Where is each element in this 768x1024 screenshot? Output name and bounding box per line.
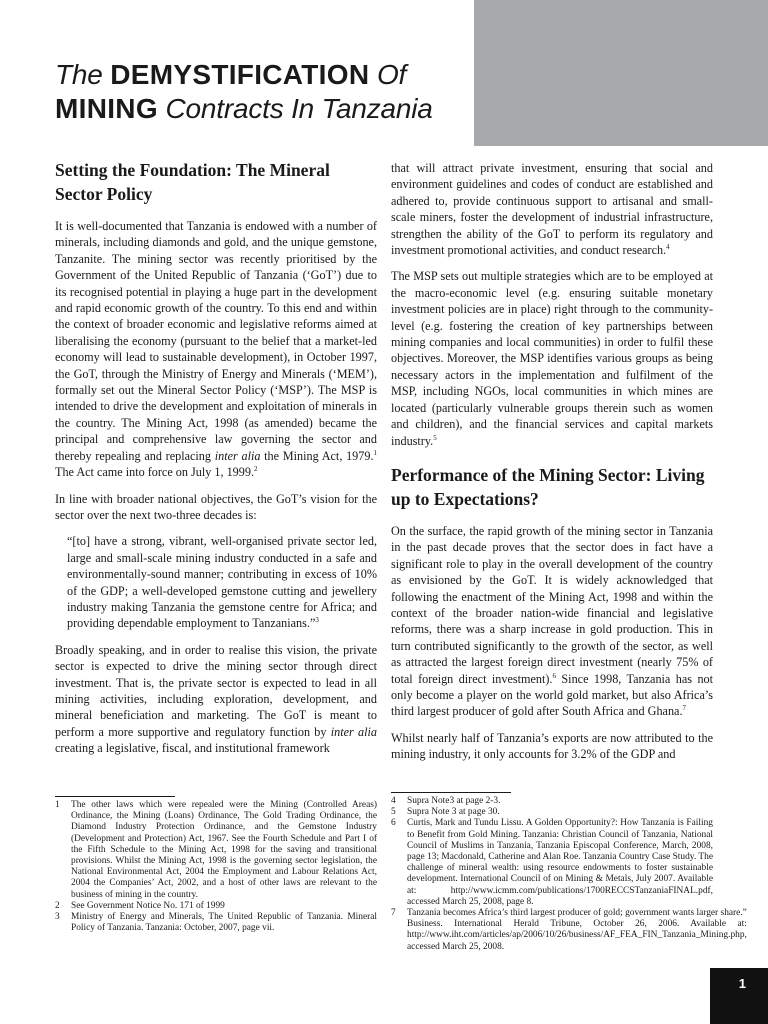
footnote-divider — [391, 792, 511, 793]
footnote-2 — [55, 901, 377, 912]
quote-text: “[to] have a strong, vibrant, well-organised private sector led, large and small-scale mining industry conducted in a safe and environmentally-sound manner; contributing in excess of 10% of the GDP; a well-developed gemstone cutting and jewellery industry making Tanzania the gemstone centre for Africa; and providing dependable employment to Tanzanians.” — [67, 534, 377, 631]
text-run: The MSP sets out multiple strategies which are to be employed at the macro-economic level (e.g. ensuring suitable monetary investment policies are in place) right through to the community-level (e.g. fostering the creation of key partnerships between mining companies and local communities) in order to fulfil these objectives. Moreover, the MSP identifies various groups as being necessary actors in the implementation and fulfilment of the MSP, including NGOs, local communities in which mines are located (particularly vulnerable groups therein such as women and children), and the financial services and capital markets industry. — [391, 269, 713, 448]
title-rest: Contracts In Tanzania — [165, 93, 433, 124]
text-run: On the surface, the rapid growth of the mining sector in Tanzania in the past decade proves that the sector does in fact have a significant role to play in the overall development of the country as envisioned by the GoT. It is widely acknowledged that following the enactment of the Mining Act, 1998 and within the context of the broader nation-wide financial and legislative reforms, there was a sharp increase in gold production. This in turn contributed significantly to the growth of the sector, as well as attracted the largest foreign direct investment (nearly 75% of total foreign direct investment). — [391, 523, 713, 686]
footnote-number: 4 — [391, 796, 396, 806]
italic-text: inter alia — [214, 448, 261, 463]
section-heading-foundation: Setting the Foundation: The Mineral Sector Policy — [55, 160, 330, 204]
paragraph — [391, 268, 713, 448]
footnote-ref[interactable]: 6 — [552, 671, 556, 680]
footnote-text: Curtis, Mark and Tundu Lissu. A Golden Opportunity?: How Tanzania is Failing to Benefit from Gold Mining. Tanzania: Christian Council of Tanzania, National Council of Muslims in Tanzania, Tanzania Episcopal Conference, March, 2008, page 13; Macdonald, Catherine and Alan Roe. Tanzania Country Case Study. The challenge of mineral wealth: using resource endowments to foster sustainable development. International Council of on Mining & Metals, July 2007. Available at: http://www.icmm.com/publications/1700RECCSTanzaniaFINAL.pdf, accessed March 25, 2008, page 8. — [407, 818, 713, 907]
text-run: that will attract private investment, ensuring that social and environment guidelines and codes of conduct are established and adhered to, provide continuous support to artisanal and small-scale miners, foster the development of industrial infrastructure, strengthen the ability of the GoT to perform its regulatory and investment promotional activities, and conduct research. — [391, 161, 713, 258]
text-run: creating a legislative, fiscal, and institutional framework — [55, 741, 330, 756]
footnote-7 — [391, 908, 747, 953]
paragraph — [55, 218, 377, 481]
text-run: The Act came into force on July 1, 1999. — [55, 465, 255, 480]
section-heading-performance: Performance of the Mining Sector: Living up to Expectations? — [391, 464, 705, 509]
text-run: the Mining Act, 1979. — [264, 448, 374, 463]
footnote-divider — [55, 796, 175, 797]
footnote-4 — [391, 796, 713, 807]
footnote-1 — [55, 800, 377, 901]
title-the: The — [55, 59, 103, 90]
footnote-number: 3 — [55, 912, 60, 923]
footnotes-right — [391, 796, 747, 953]
text-run: Broadly speaking, and in order to realise this vision, the private sector is expected to drive the mining sector through direct investment. That is, the private sector is expected to lead in all mining activities, including exploration, development, and mineral beneficiation and marketing. The GoT is meant to perform a more supportive and regulatory function by — [55, 642, 377, 739]
footnote-5 — [391, 807, 713, 818]
text-run: Since 1998, Tanzania has not only become a player on the world gold market, but also Africa’s third largest producer of gold after South Africa and Ghana. — [391, 671, 714, 719]
footnote-6 — [391, 818, 713, 908]
footnote-number: 6 — [391, 818, 396, 829]
footnote-text: The other laws which were repealed were the Mining (Controlled Areas) Ordinance, the Mining (Loans) Ordinance, The Gold Trading Ordinance, the Diamond Industry Protection Ordinance, and the Gemstone Industry (Development and Protection) Act, 1967. See the Fourth Schedule and Part I of the Fifth Schedule to the Mining Act, 1998 for the saving and transitional provisions. Whilst the Mining Act, 1998 is the governing sector legislation, the National Environmental Act, 2004 the Employment and Labour Relations Act, 2004 the Companies’ Act, 2002, and a host of other laws are relevant to the business of mining in the country. — [71, 800, 377, 900]
footnote-number: 5 — [391, 807, 396, 818]
title-line-2 — [55, 92, 433, 126]
page-number-box — [710, 968, 768, 1024]
footnote-ref[interactable]: 5 — [433, 433, 437, 442]
footnote-3 — [55, 912, 377, 934]
title-mining: MINING — [55, 93, 158, 124]
title-of: Of — [376, 59, 407, 90]
footnote-number: 7 — [391, 908, 396, 919]
footnote-ref[interactable]: 1 — [373, 448, 378, 457]
footnote-ref[interactable]: 4 — [666, 242, 670, 251]
left-column — [55, 158, 377, 757]
document-title — [55, 58, 433, 126]
block-quote — [67, 533, 377, 631]
footnote-text: Supra Note3 at page 2-3. — [407, 796, 501, 806]
paragraph: Whilst nearly half of Tanzania’s exports are now attributed to the mining industry, it only accounts for 3.2% of the GDP and — [391, 730, 713, 762]
footnote-ref[interactable]: 3 — [315, 616, 319, 625]
footnotes-left — [55, 800, 377, 934]
text-run: It is well-documented that Tanzania is endowed with a number of minerals, including diamonds and gold, and the unique gemstone, Tanzanite. The mining sector was recently prioritised by the Government of the United Republic of Tanzania (‘GoT’) due to its recognised potential in playing a huge part in the development and rapid economic growth of the country. To this end and within the context of broader economic and legislative reforms aimed at liberalising the economy (pursuant to the belief that a market-led economy will lead to sustainable development), in October 1997, the GoT, through the Ministry of Energy and Minerals (‘MEM’), formally set out the Mineral Sector Policy (‘MSP’). The MSP is intended to drive the development and exploitation of minerals in the country. The Mining Act, 1998 (as amended) became the principal and comprehensive law governing the sector and thereby repealing and replacing — [55, 219, 377, 463]
right-column — [391, 160, 713, 763]
footnote-text: See Government Notice No. 171 of 1999 — [71, 900, 225, 911]
title-line-1 — [55, 58, 433, 92]
footnote-number: 1 — [55, 800, 60, 810]
paragraph — [55, 642, 377, 757]
page-number: 1 — [738, 976, 746, 991]
paragraph — [391, 160, 713, 258]
header-grey-block — [474, 0, 768, 146]
footnote-ref[interactable]: 7 — [682, 704, 687, 713]
paragraph: In line with broader national objectives, the GoT’s vision for the sector over the next two-three decades is: — [55, 491, 377, 522]
footnote-text: Tanzania becomes Africa’s third largest producer of gold; government wants larger share.” Business. International Herald Tribune, October 26, 2006. Available at: http://www.iht.com/articles/ap/2006/10/26/business/AF_FEA_FIN_Tanzania_Mining.php, accessed March 25, 2008. — [407, 908, 747, 952]
footnote-ref[interactable]: 2 — [254, 465, 258, 474]
footnote-text: Supra Note 3 at page 30. — [407, 807, 500, 818]
italic-text: inter alia — [330, 724, 378, 739]
footnote-number: 2 — [55, 900, 60, 911]
footnote-text: Ministry of Energy and Minerals, The United Republic of Tanzania. Mineral Policy of Tanzania. Tanzania: October, 2007, page vii. — [71, 912, 377, 934]
paragraph — [391, 523, 713, 720]
title-demystification: DEMYSTIFICATION — [110, 59, 370, 90]
